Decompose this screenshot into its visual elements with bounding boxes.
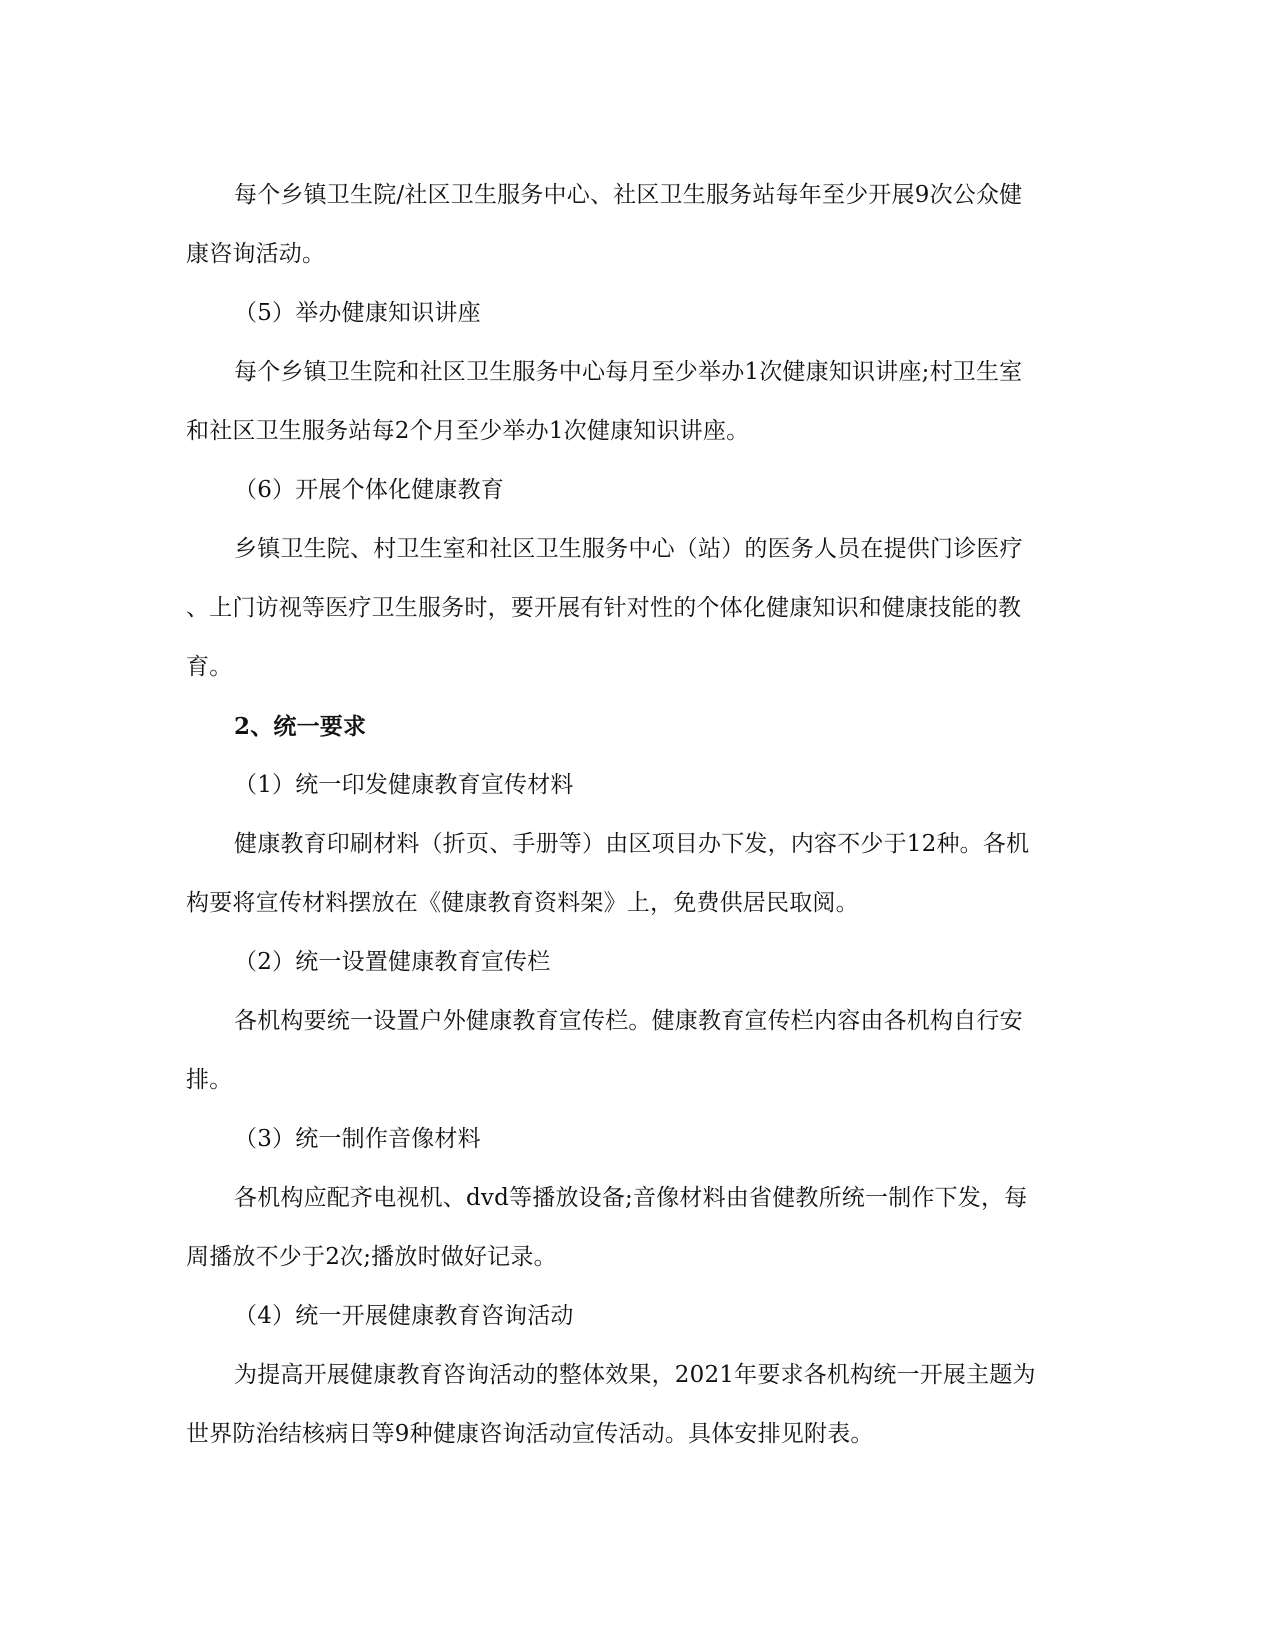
subsection-heading: （5）举办健康知识讲座 [234, 300, 481, 326]
paragraph-line: 周播放不少于2次;播放时做好记录。 [186, 1244, 557, 1270]
subsection-heading: （6）开展个体化健康教育 [234, 477, 505, 503]
paragraph-line: 为提高开展健康教育咨询活动的整体效果，2021年要求各机构统一开展主题为 [234, 1362, 1036, 1388]
paragraph-line: 康咨询活动。 [186, 241, 326, 267]
subsection-heading: （3）统一制作音像材料 [234, 1126, 481, 1152]
section-heading: 2、统一要求 [234, 713, 367, 740]
paragraph-line: 每个乡镇卫生院和社区卫生服务中心每月至少举办1次健康知识讲座;村卫生室 [234, 359, 1023, 385]
paragraph-line: 健康教育印刷材料（折页、手册等）由区项目办下发，内容不少于12种。各机 [234, 831, 1030, 857]
subsection-heading: （4）统一开展健康教育咨询活动 [234, 1303, 574, 1329]
paragraph-line: 世界防治结核病日等9种健康咨询活动宣传活动。具体安排见附表。 [186, 1421, 874, 1447]
paragraph-line: 和社区卫生服务站每2个月至少举办1次健康知识讲座。 [186, 418, 750, 444]
subsection-heading: （2）统一设置健康教育宣传栏 [234, 949, 551, 975]
document-body [186, 166, 1082, 1464]
paragraph-line: 每个乡镇卫生院/社区卫生服务中心、社区卫生服务站每年至少开展9次公众健 [234, 182, 1023, 208]
paragraph-line: 各机构应配齐电视机、dvd等播放设备;音像材料由省健教所统一制作下发，每 [234, 1185, 1028, 1211]
paragraph-line: 各机构要统一设置户外健康教育宣传栏。健康教育宣传栏内容由各机构自行安 [234, 1008, 1023, 1034]
paragraph-line: 育。 [186, 654, 233, 680]
paragraph-line: 排。 [186, 1067, 233, 1093]
paragraph-line: 、上门访视等医疗卫生服务时，要开展有针对性的个体化健康知识和健康技能的教 [186, 595, 1022, 621]
subsection-heading: （1）统一印发健康教育宣传材料 [234, 772, 574, 798]
paragraph-line: 构要将宣传材料摆放在《健康教育资料架》上，免费供居民取阅。 [186, 890, 859, 916]
paragraph-line: 乡镇卫生院、村卫生室和社区卫生服务中心（站）的医务人员在提供门诊医疗 [234, 536, 1023, 562]
